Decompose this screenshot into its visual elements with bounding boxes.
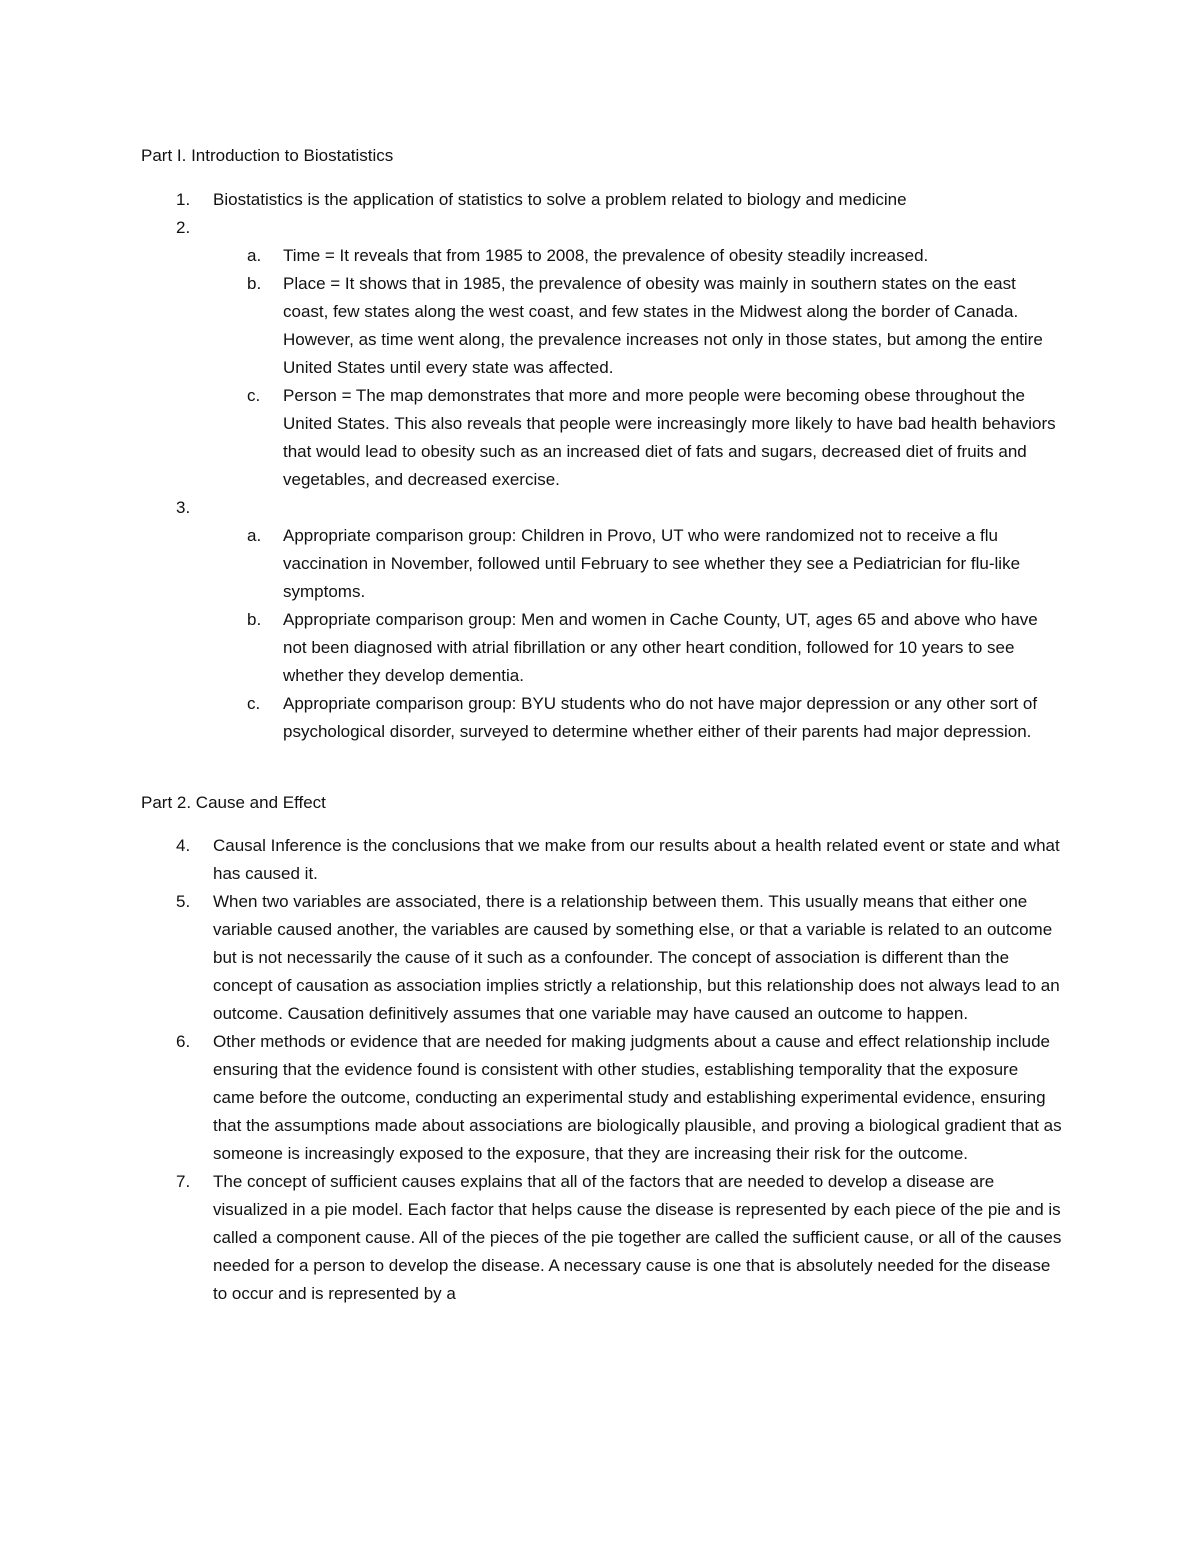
subitem-letter: c. xyxy=(247,386,261,405)
item-number: 1. xyxy=(176,190,191,209)
list-item-3 xyxy=(0,494,1063,746)
list-item-2 xyxy=(0,214,1063,494)
item-text: Other methods or evidence that are needed for making judgments about a cause and effect relationship include ensuring that the evidence found is consistent with other studies, establishing temporality that the exposure came before the outcome, conducting an experimental study and establishing experimental evidence, ensuring that the assumptions made about associations are biologically plausible, and proving a biological gradient that as someone is increasingly exposed to the exposure, that they are increasing their risk for the outcome. xyxy=(213,1032,1062,1163)
subitem-letter: b. xyxy=(247,610,262,629)
item-number: 7. xyxy=(176,1172,191,1191)
list-item-1 xyxy=(0,186,1063,214)
part1-list xyxy=(0,186,1063,746)
subitem-3b xyxy=(213,606,1063,690)
item-number: 5. xyxy=(176,892,191,911)
subitem-letter: a. xyxy=(247,526,262,545)
part2-heading: Part 2. Cause and Effect xyxy=(141,793,326,812)
subitem-2c xyxy=(213,382,1063,494)
subitem-text: Time = It reveals that from 1985 to 2008, the prevalence of obesity steadily increased. xyxy=(283,246,929,265)
item-text: Causal Inference is the conclusions that we make from our results about a health related event or state and what has caused it. xyxy=(213,836,1060,883)
item-number: 3. xyxy=(176,498,191,517)
item-number: 6. xyxy=(176,1032,191,1051)
subitem-3c xyxy=(213,690,1063,746)
item-2-sublist xyxy=(213,242,1063,494)
list-item-4 xyxy=(0,832,1063,888)
item-text: Biostatistics is the application of statistics to solve a problem related to biology and medicine xyxy=(213,190,907,209)
item-3-sublist xyxy=(213,522,1063,746)
subitem-text: Appropriate comparison group: Men and women in Cache County, UT, ages 65 and above who have not been diagnosed with atrial fibrillation or any other heart condition, followed for 10 years to see whether they develop dementia. xyxy=(283,610,1038,685)
subitem-2b xyxy=(213,270,1063,382)
list-item-5 xyxy=(0,888,1063,1028)
item-number: 2. xyxy=(176,218,191,237)
item-text: The concept of sufficient causes explains that all of the factors that are needed to develop a disease are visualized in a pie model. Each factor that helps cause the disease is represented by each piece of the pie and is called a component cause. All of the pieces of the pie together are called the sufficient cause, or all of the causes needed for a person to develop the disease. A necessary cause is one that is absolutely needed for the disease to occur and is represented by a xyxy=(213,1172,1062,1303)
list-item-6 xyxy=(0,1028,1063,1168)
subitem-text: Appropriate comparison group: BYU students who do not have major depression or any other sort of psychological disorder, surveyed to determine whether either of their parents had major depression. xyxy=(283,694,1038,741)
subitem-3a xyxy=(213,522,1063,606)
list-item-7 xyxy=(0,1168,1063,1308)
subitem-text: Appropriate comparison group: Children in Provo, UT who were randomized not to receive a flu vaccination in November, followed until February to see whether they see a Pediatrician for flu-like symptoms. xyxy=(283,526,1021,601)
subitem-text: Place = It shows that in 1985, the prevalence of obesity was mainly in southern states on the east coast, few states along the west coast, and few states in the Midwest along the border of Canada. However, as time went along, the prevalence increases not only in those states, but among the entire United States until every state was affected. xyxy=(283,274,1043,377)
item-text: When two variables are associated, there is a relationship between them. This usually means that either one variable caused another, the variables are caused by something else, or that a variable is related to an outcome but is not necessarily the cause of it such as a confounder. The concept of association is different than the concept of causation as association implies strictly a relationship, but this relationship does not always lead to an outcome. Causation definitively assumes that one variable may have caused an outcome to happen. xyxy=(213,892,1060,1023)
subitem-letter: a. xyxy=(247,246,262,265)
subitem-text: Person = The map demonstrates that more and more people were becoming obese throughout the United States. This also reveals that people were increasingly more likely to have bad health behaviors that would lead to obesity such as an increased diet of fats and sugars, decreased diet of fruits and vegetables, and decreased exercise. xyxy=(283,386,1056,489)
item-number: 4. xyxy=(176,836,191,855)
subitem-2a xyxy=(213,242,1063,270)
subitem-letter: b. xyxy=(247,274,262,293)
part1-heading: Part I. Introduction to Biostatistics xyxy=(141,146,394,165)
part2-list xyxy=(0,832,1063,1308)
subitem-letter: c. xyxy=(247,694,261,713)
